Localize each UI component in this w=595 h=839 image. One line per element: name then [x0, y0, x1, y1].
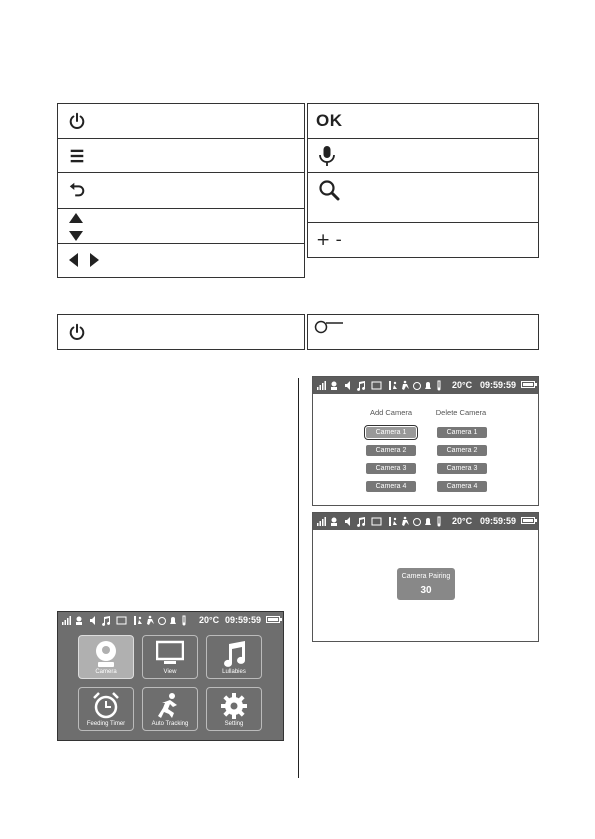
- music-note-icon: [221, 640, 247, 668]
- add-delete-camera-screen: [312, 376, 539, 506]
- delete-camera-1-button[interactable]: Camera 1: [437, 427, 487, 438]
- delete-camera-3-button[interactable]: Camera 3: [437, 463, 487, 474]
- key-row-left-right: [57, 243, 305, 278]
- microphone-icon: [318, 145, 336, 167]
- menu-tile-view[interactable]: [142, 635, 198, 679]
- camera-pairing-label: Camera Pairing: [401, 573, 451, 580]
- zoom-icon: [318, 179, 340, 201]
- add-camera-1-button[interactable]: Camera 1: [366, 427, 416, 438]
- alarm-clock-icon: [92, 692, 120, 720]
- key-row-up-down: [57, 208, 305, 244]
- menu-tile-lullabies[interactable]: [206, 635, 262, 679]
- key-row-plus-minus: [307, 222, 539, 258]
- plus-minus-icon: + -: [316, 230, 342, 250]
- delete-camera-4-button[interactable]: Camera 4: [437, 481, 487, 492]
- pairing-countdown: 30: [420, 585, 432, 596]
- switch-icon: [314, 319, 344, 335]
- menu-tile-setting[interactable]: [206, 687, 262, 731]
- key-row-back: [57, 172, 305, 209]
- key-row-zoom: [307, 172, 539, 223]
- monitor-icon: [156, 640, 184, 666]
- up-down-icon: [68, 212, 84, 242]
- camera-pairing-dialog: [397, 568, 455, 600]
- add-camera-2-button[interactable]: Camera 2: [366, 445, 416, 456]
- status-bar: [58, 612, 283, 629]
- camera-pairing-screen: [312, 512, 539, 642]
- left-right-icon: [68, 252, 100, 268]
- battery-icon: [521, 517, 535, 524]
- key-row-microphone: [307, 138, 539, 173]
- back-icon: [68, 181, 86, 199]
- power-icon: [68, 323, 86, 341]
- status-icons: [317, 516, 457, 527]
- menu-icon: [68, 147, 86, 165]
- key-row-power: [57, 103, 305, 139]
- temperature-readout: 20°C: [199, 615, 220, 625]
- camera-key-power: [57, 314, 305, 350]
- temperature-readout: 20°C: [452, 380, 473, 390]
- clock-readout: 09:59:59: [225, 615, 262, 625]
- key-row-menu: [57, 138, 305, 173]
- menu-tile-label: Setting: [224, 721, 244, 727]
- clock-readout: 09:59:59: [480, 380, 517, 390]
- menu-tile-label: View: [163, 669, 177, 675]
- status-bar: [313, 513, 538, 530]
- temperature-readout: 20°C: [452, 516, 473, 526]
- add-camera-3-button[interactable]: Camera 3: [366, 463, 416, 474]
- add-camera-title: Add Camera: [369, 408, 413, 417]
- menu-tile-auto-tracking[interactable]: [142, 687, 198, 731]
- column-divider: [298, 378, 299, 778]
- menu-tile-label: Camera: [95, 669, 117, 675]
- menu-tile-label: Auto Tracking: [151, 721, 189, 727]
- ok-icon: OK: [316, 111, 343, 130]
- status-icons: [317, 380, 457, 391]
- delete-camera-2-button[interactable]: Camera 2: [437, 445, 487, 456]
- delete-camera-title: Delete Camera: [435, 408, 487, 417]
- menu-tile-label: Feeding Timer: [86, 721, 126, 727]
- running-person-icon: [156, 692, 184, 720]
- clock-readout: 09:59:59: [480, 516, 517, 526]
- add-camera-4-button[interactable]: Camera 4: [366, 481, 416, 492]
- main-menu-screen: [57, 611, 284, 741]
- status-icons: [62, 615, 202, 626]
- power-icon: [68, 112, 86, 130]
- battery-icon: [521, 381, 535, 388]
- menu-tile-feeding-timer[interactable]: [78, 687, 134, 731]
- camera-key-switch: [307, 314, 539, 350]
- camera-icon: [94, 640, 118, 668]
- key-row-ok: [307, 103, 539, 139]
- battery-icon: [266, 616, 280, 623]
- menu-tile-label: Lullabies: [222, 669, 246, 675]
- status-bar: [313, 377, 538, 394]
- gear-icon: [220, 692, 248, 720]
- menu-tile-camera[interactable]: [78, 635, 134, 679]
